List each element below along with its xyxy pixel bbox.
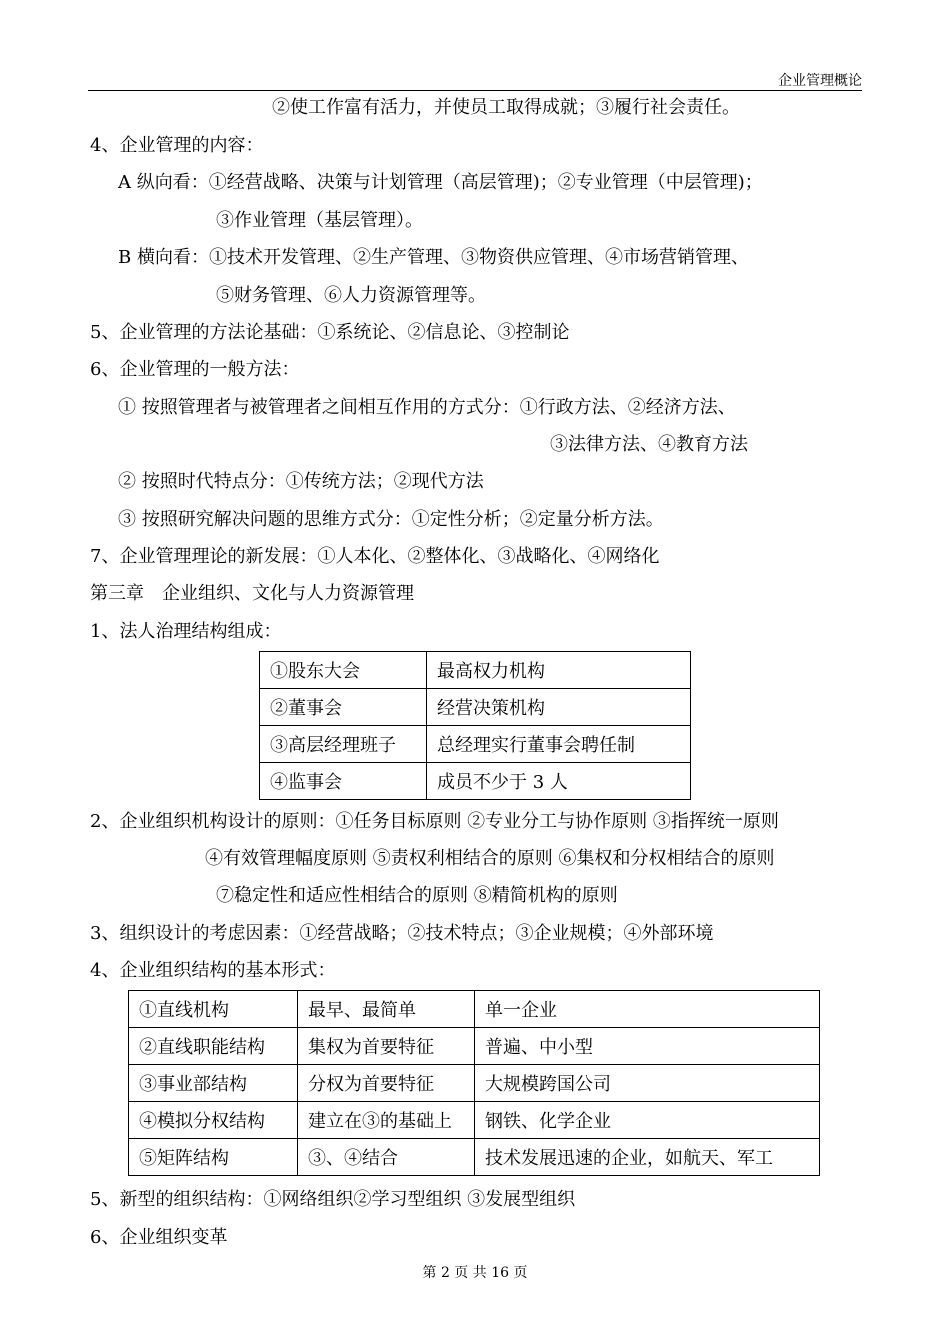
section-heading: 5、企业管理的方法论基础：①系统论、②信息论、③控制论	[90, 322, 570, 343]
section-heading: 7、企业管理理论的新发展：①人本化、②整体化、③战略化、④网络化	[90, 546, 660, 567]
table-cell: 单一企业	[475, 991, 820, 1028]
section-heading: 2、企业组织机构设计的原则：①任务目标原则 ②专业分工与协作原则 ③指挥统一原则	[90, 811, 779, 832]
table-cell: ①直线机构	[129, 991, 298, 1028]
section-heading: 3、组织设计的考虑因素：①经营战略；②技术特点；③企业规模；④外部环境	[90, 923, 714, 944]
table-cell: ①股东大会	[260, 652, 427, 689]
text-line: ②使工作富有活力，并使员工取得成就；③履行社会责任。	[272, 97, 740, 118]
text-line: ⑦稳定性和适应性相结合的原则 ⑧精简机构的原则	[216, 885, 618, 906]
section-heading: 4、企业管理的内容：	[90, 135, 264, 156]
table-cell: ③、④结合	[298, 1139, 475, 1176]
table-cell: 技术发展迅速的企业，如航天、军工	[475, 1139, 820, 1176]
table-cell: ②董事会	[260, 689, 427, 726]
header-title: 企业管理概论	[778, 73, 862, 89]
table-cell: ⑤矩阵结构	[129, 1139, 298, 1176]
text-line: ③法律方法、④教育方法	[550, 434, 748, 455]
table-cell: 分权为首要特征	[298, 1065, 475, 1102]
table-cell: ④监事会	[260, 763, 427, 800]
table-cell: 成员不少于 3 人	[427, 763, 691, 800]
page-footer: 第 2 页 共 16 页	[422, 1265, 528, 1281]
section-heading: 5、新型的组织结构：①网络组织②学习型组织 ③发展型组织	[90, 1189, 576, 1210]
table-row	[129, 991, 820, 1028]
table-cell: 集权为首要特征	[298, 1028, 475, 1065]
table-cell: ③事业部结构	[129, 1065, 298, 1102]
text-line: ⑤财务管理、⑥人力资源管理等。	[216, 285, 486, 306]
text-line: ③ 按照研究解决问题的思维方式分：①定性分析；②定量分析方法。	[118, 509, 664, 530]
table-row	[260, 652, 691, 689]
page-header	[88, 66, 862, 91]
table-row	[260, 763, 691, 800]
table-row	[129, 1139, 820, 1176]
table-cell: 最早、最简单	[298, 991, 475, 1028]
table-row	[260, 689, 691, 726]
text-line: ④有效管理幅度原则 ⑤责权利相结合的原则 ⑥集权和分权相结合的原则	[205, 848, 775, 869]
text-line: ③作业管理（基层管理）。	[216, 210, 423, 231]
text-line: A 纵向看：①经营战略、决策与计划管理（高层管理)；②专业管理（中层管理)；	[118, 172, 763, 193]
table-row	[129, 1065, 820, 1102]
structure-table	[128, 990, 820, 1176]
section-heading: 6、企业组织变革	[90, 1227, 228, 1248]
table-cell: 总经理实行董事会聘任制	[427, 726, 691, 763]
governance-table	[259, 651, 691, 800]
table-cell: 钢铁、化学企业	[475, 1102, 820, 1139]
table-row	[129, 1028, 820, 1065]
table-cell: ②直线职能结构	[129, 1028, 298, 1065]
section-heading: 6、企业管理的一般方法：	[90, 359, 300, 380]
section-heading: 1、法人治理结构组成：	[90, 621, 282, 642]
text-line: ② 按照时代特点分：①传统方法；②现代方法	[118, 471, 484, 492]
table-cell: 普遍、中小型	[475, 1028, 820, 1065]
table-cell: 大规模跨国公司	[475, 1065, 820, 1102]
table-row	[129, 1102, 820, 1139]
text-line: ① 按照管理者与被管理者之间相互作用的方式分：①行政方法、②经济方法、	[118, 397, 736, 418]
table-cell: 经营决策机构	[427, 689, 691, 726]
section-heading: 4、企业组织结构的基本形式：	[90, 960, 336, 981]
table-cell: ④模拟分权结构	[129, 1102, 298, 1139]
table-row	[260, 726, 691, 763]
text-line: B 横向看：①技术开发管理、②生产管理、③物资供应管理、④市场营销管理、	[118, 247, 749, 268]
table-cell: 建立在③的基础上	[298, 1102, 475, 1139]
table-cell: ③高层经理班子	[260, 726, 427, 763]
table-cell: 最高权力机构	[427, 652, 691, 689]
chapter-title: 第三章 企业组织、文化与人力资源管理	[90, 583, 414, 604]
